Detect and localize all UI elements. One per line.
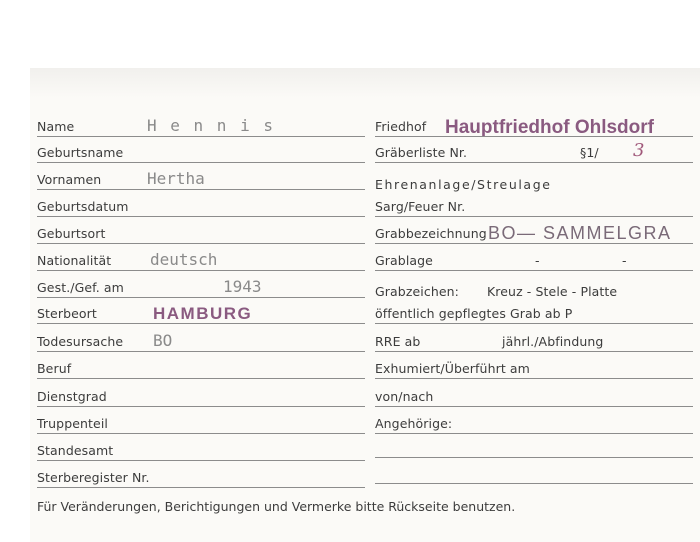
field-label: Angehörige: xyxy=(375,416,453,431)
field-rule xyxy=(37,162,365,163)
field-label: Geburtsname xyxy=(37,145,124,160)
field-rule xyxy=(375,323,693,324)
field-grablage xyxy=(375,249,693,271)
field-label: Grablage xyxy=(375,253,433,268)
field-value: deutsch xyxy=(150,250,218,269)
field-rule xyxy=(37,270,365,271)
field-rule xyxy=(37,351,365,352)
field-blank-line xyxy=(375,436,693,458)
field-geburtsname xyxy=(37,141,365,163)
field-todesursache xyxy=(37,330,365,352)
field-rule xyxy=(37,243,365,244)
field-label: Geburtsort xyxy=(37,226,106,241)
field-value: H e n n i s xyxy=(147,116,275,135)
field-label: Standesamt xyxy=(37,443,114,458)
rre-abfindung: jährl./Abfindung xyxy=(502,334,604,349)
field-friedhof xyxy=(375,115,693,137)
field-label: Grabzeichen: xyxy=(375,284,459,299)
field-rule xyxy=(37,297,365,298)
field-rule xyxy=(37,406,365,407)
field-grabzeichen xyxy=(375,280,693,302)
field-label: Exhumiert/Überführt am xyxy=(375,361,530,376)
field-label: Friedhof xyxy=(375,119,427,134)
field-label: Ehrenanlage/Streulage xyxy=(375,177,552,192)
field-prefix: §1/ xyxy=(580,145,599,160)
field-rule xyxy=(375,351,693,352)
field-label: Todesursache xyxy=(37,334,124,349)
field-rule xyxy=(375,136,693,137)
field-label: von/nach xyxy=(375,389,434,404)
grabbezeichnung-stamp: BO— SAMMELGRA xyxy=(488,223,672,243)
field-standesamt xyxy=(37,439,365,461)
field-name xyxy=(37,115,365,137)
field-label: Vornamen xyxy=(37,172,102,187)
field-rule xyxy=(37,433,365,434)
field-label: Gest./Gef. am xyxy=(37,280,124,295)
field-beruf xyxy=(37,357,365,379)
field-label: Sterbeort xyxy=(37,306,97,321)
field-vornamen xyxy=(37,168,365,190)
field-rule xyxy=(375,216,693,217)
field-rule xyxy=(37,216,365,217)
field-rule xyxy=(375,483,693,484)
field-value: BO xyxy=(153,331,173,350)
grablage-dash: - xyxy=(622,253,627,268)
field-label: Sterberegister Nr. xyxy=(37,470,150,485)
field-rule xyxy=(375,243,693,244)
field-rule xyxy=(37,323,365,324)
field-rule xyxy=(37,460,365,461)
field-rule xyxy=(375,378,693,379)
field-label: Nationalität xyxy=(37,253,112,268)
field-label: Beruf xyxy=(37,361,72,376)
field-label: Truppenteil xyxy=(37,416,108,431)
field-graeberliste xyxy=(375,141,693,163)
field-label: Dienstgrad xyxy=(37,389,107,404)
field-geburtsdatum xyxy=(37,195,365,217)
field-sarg xyxy=(375,195,693,217)
field-label: RRE ab xyxy=(375,334,421,349)
field-rule xyxy=(37,487,365,488)
field-rule xyxy=(375,270,693,271)
field-ehrenanlage xyxy=(375,173,693,195)
field-label: Geburtsdatum xyxy=(37,199,129,214)
field-rule xyxy=(375,406,693,407)
field-label: öffentlich gepflegtes Grab ab P xyxy=(375,306,573,321)
field-label: Name xyxy=(37,119,75,134)
field-dienstgrad xyxy=(37,385,365,407)
field-label: Sarg/Feuer Nr. xyxy=(375,199,466,214)
field-gepflegt xyxy=(375,302,693,324)
friedhof-stamp: Hauptfriedhof Ohlsdorf xyxy=(445,117,654,138)
field-blank-line xyxy=(375,462,693,484)
field-von-nach xyxy=(375,385,693,407)
handwritten-number: 3 xyxy=(633,140,645,161)
field-value-stamp: HAMBURG xyxy=(153,304,253,323)
card-top-band xyxy=(30,68,700,98)
field-rule xyxy=(37,136,365,137)
field-label: Gräberliste Nr. xyxy=(375,145,468,160)
field-sterbeort xyxy=(37,302,365,324)
field-rule xyxy=(37,378,365,379)
field-grabbezeichnung xyxy=(375,222,693,244)
footer-note: Für Veränderungen, Berichtigungen und Vermerke bitte Rückseite benutzen. xyxy=(37,499,516,514)
field-rule xyxy=(375,433,693,434)
field-rule xyxy=(375,457,693,458)
field-value: 1943 xyxy=(223,277,262,296)
field-truppenteil xyxy=(37,412,365,434)
field-angehoerige xyxy=(375,412,693,434)
grablage-dash: - xyxy=(535,253,540,268)
field-rule xyxy=(37,189,365,190)
field-rule xyxy=(375,162,693,163)
grabzeichen-options: Kreuz - Stele - Platte xyxy=(487,284,618,299)
field-sterberegister xyxy=(37,466,365,488)
field-rre xyxy=(375,330,693,352)
field-value: Hertha xyxy=(147,169,205,188)
field-nationalitaet xyxy=(37,249,365,271)
field-exhumiert xyxy=(375,357,693,379)
field-gestorben-am xyxy=(37,276,365,298)
field-label: Grabbezeichnung xyxy=(375,226,487,241)
field-geburtsort xyxy=(37,222,365,244)
